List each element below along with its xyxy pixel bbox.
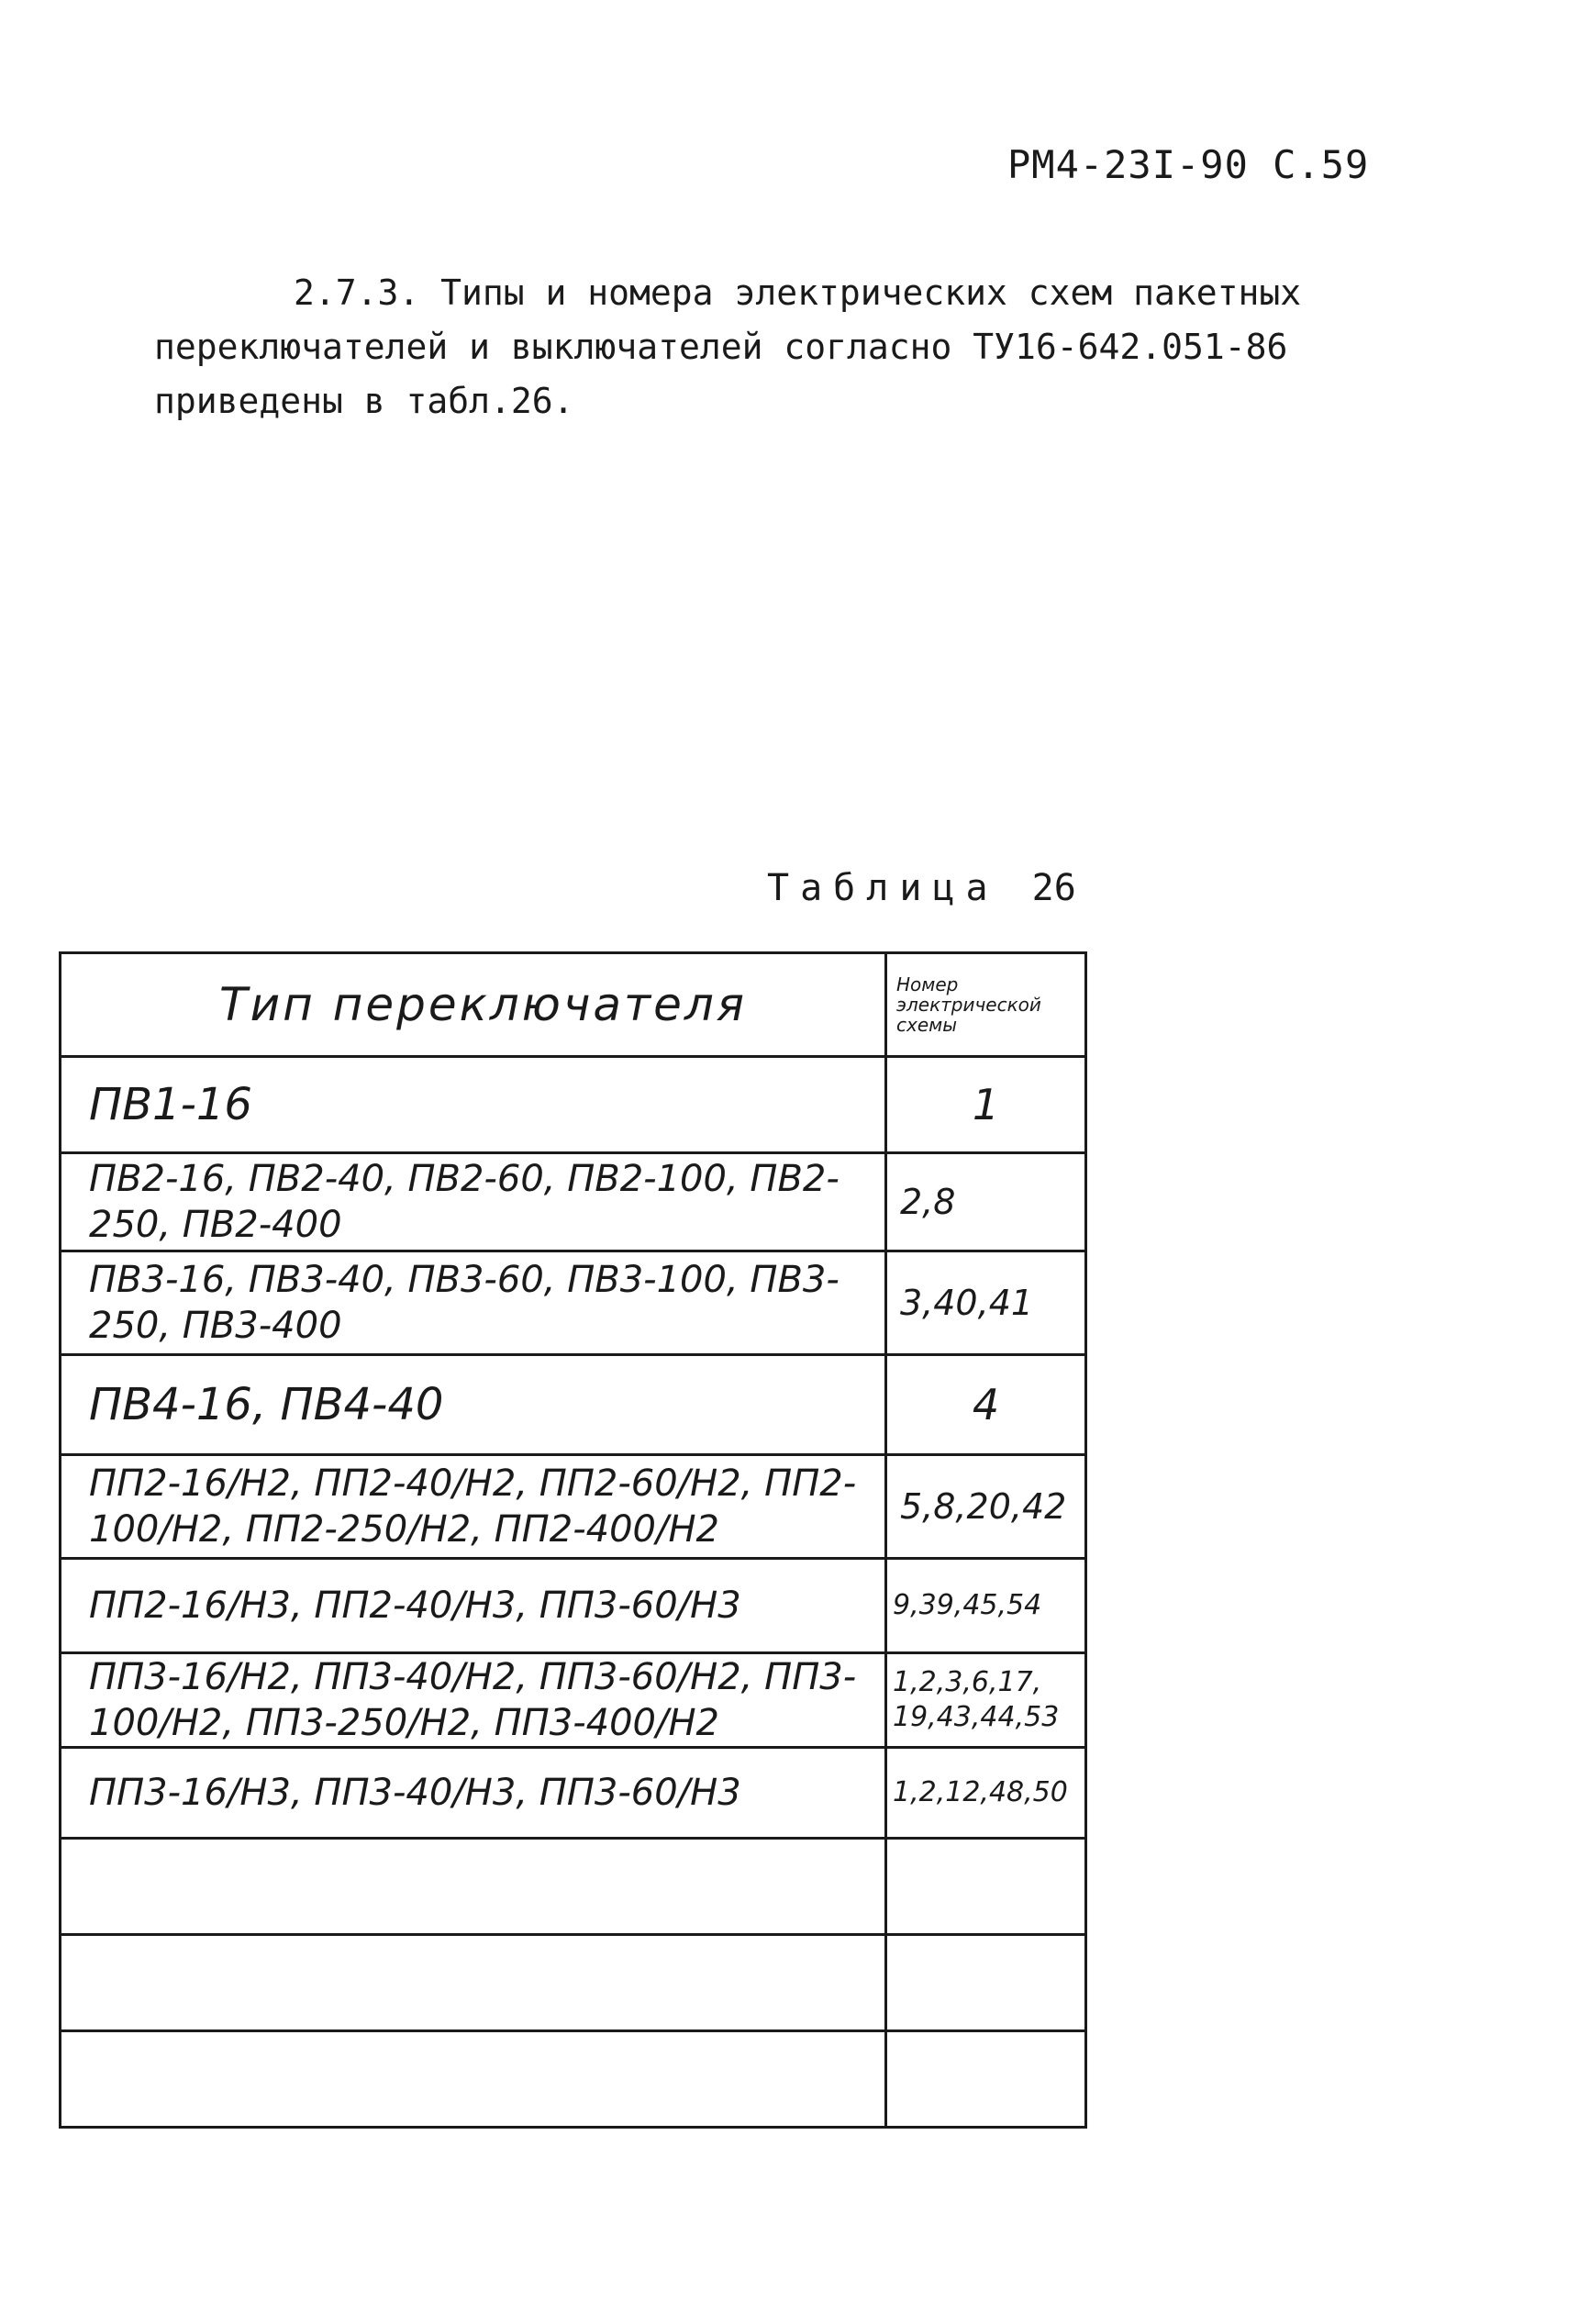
scheme-number-cell: 1,2,3,6,17, 19,43,44,53 bbox=[886, 1653, 1086, 1748]
scheme-number-cell: 9,39,45,54 bbox=[886, 1559, 1086, 1653]
scheme-number-cell: 1,2,12,48,50 bbox=[886, 1748, 1086, 1839]
table-row bbox=[61, 1355, 1086, 1455]
column-header-type: Тип переключателя bbox=[61, 953, 886, 1057]
table-row-empty bbox=[61, 1935, 1086, 2031]
table-caption bbox=[767, 867, 1076, 909]
table-row bbox=[61, 1251, 1086, 1355]
column-header-scheme-number: Номер электрической схемы bbox=[886, 953, 1086, 1057]
section-paragraph bbox=[154, 266, 1347, 428]
table-row bbox=[61, 1057, 1086, 1153]
table-row bbox=[61, 1653, 1086, 1748]
table-row-empty bbox=[61, 2031, 1086, 2128]
table-header-row bbox=[61, 953, 1086, 1057]
table-caption-number: 26 bbox=[1031, 867, 1076, 909]
switch-schemes-table bbox=[59, 951, 1087, 2129]
scheme-number-cell: 5,8,20,42 bbox=[886, 1455, 1086, 1559]
scheme-number-cell: 3,40,41 bbox=[886, 1251, 1086, 1355]
table-row bbox=[61, 1559, 1086, 1653]
scheme-number-cell: 4 bbox=[886, 1355, 1086, 1455]
paragraph-text: 2.7.3. Типы и номера электрических схем пакетных переключателей и выключателей согласно ТУ16-642.051-86 приведены в табл.26. bbox=[154, 272, 1302, 421]
switch-type-cell: ПВ1-16 bbox=[61, 1057, 886, 1153]
scheme-number-cell bbox=[886, 2031, 1086, 2128]
switch-type-cell: ПП2-16/Н2, ПП2-40/Н2, ПП2-60/Н2, ПП2-100/Н2, ПП2-250/Н2, ПП2-400/Н2 bbox=[61, 1455, 886, 1559]
switch-type-cell bbox=[61, 2031, 886, 2128]
table-row-empty bbox=[61, 1839, 1086, 1935]
table-caption-word: Таблица bbox=[767, 867, 999, 909]
switch-type-cell: ПП3-16/Н3, ПП3-40/Н3, ПП3-60/Н3 bbox=[61, 1748, 886, 1839]
document-id-header: РМ4-23I-90 С.59 bbox=[1007, 142, 1370, 187]
switch-type-cell: ПП2-16/Н3, ПП2-40/Н3, ПП3-60/Н3 bbox=[61, 1559, 886, 1653]
switch-type-cell: ПВ3-16, ПВ3-40, ПВ3-60, ПВ3-100, ПВ3-250, ПВ3-400 bbox=[61, 1251, 886, 1355]
switch-type-cell: ПВ2-16, ПВ2-40, ПВ2-60, ПВ2-100, ПВ2-250, ПВ2-400 bbox=[61, 1153, 886, 1251]
switch-type-cell: ПП3-16/Н2, ПП3-40/Н2, ПП3-60/Н2, ПП3-100/Н2, ПП3-250/Н2, ПП3-400/Н2 bbox=[61, 1653, 886, 1748]
switch-type-cell: ПВ4-16, ПВ4-40 bbox=[61, 1355, 886, 1455]
switch-type-cell bbox=[61, 1935, 886, 2031]
scheme-number-cell bbox=[886, 1935, 1086, 2031]
scheme-number-cell: 1 bbox=[886, 1057, 1086, 1153]
scheme-number-cell bbox=[886, 1839, 1086, 1935]
table-row bbox=[61, 1455, 1086, 1559]
switch-type-cell bbox=[61, 1839, 886, 1935]
table-row bbox=[61, 1748, 1086, 1839]
scheme-number-cell: 2,8 bbox=[886, 1153, 1086, 1251]
table-row bbox=[61, 1153, 1086, 1251]
